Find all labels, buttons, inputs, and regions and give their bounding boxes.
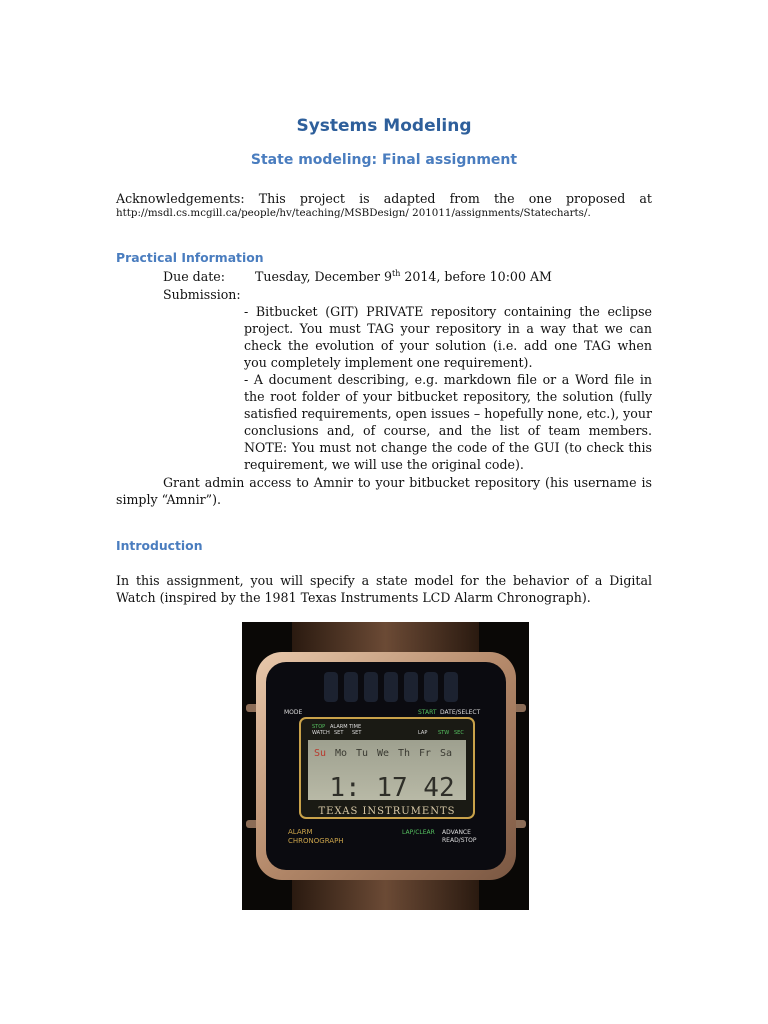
introduction-heading: Introduction bbox=[116, 538, 203, 553]
watch-watch-label: WATCH bbox=[312, 730, 330, 736]
document-subtitle: State modeling: Final assignment bbox=[250, 152, 518, 168]
watch-illustration bbox=[242, 622, 529, 910]
watch-alarm-time-label: ALARM TIME bbox=[330, 724, 362, 730]
introduction-text: In this assignment, you will specify a state model for the behavior of a Digital Watch (inspired by the 1981 Texas Instruments LCD Alarm Chronograph). bbox=[116, 573, 652, 605]
watch-chronograph-label: CHRONOGRAPH bbox=[288, 837, 344, 845]
watch-lapclear-label: LAP/CLEAR bbox=[402, 829, 435, 836]
watch-alarm-label: ALARM bbox=[288, 828, 313, 836]
watch-start-label: START bbox=[418, 709, 437, 716]
watch-day-mo: Mo bbox=[335, 748, 348, 759]
watch-speaker-grille bbox=[324, 672, 458, 702]
watch-time-display: 1: 17 42 bbox=[329, 773, 455, 803]
practical-information-heading: Practical Information bbox=[116, 250, 264, 265]
watch-readstop-label: READ/STOP bbox=[442, 837, 477, 844]
watch-stop-label: STOP bbox=[312, 724, 326, 730]
watch-day-tu: Tu bbox=[356, 748, 369, 759]
watch-mode-label: MODE bbox=[284, 709, 303, 716]
due-date-text: Tuesday, December 9 bbox=[255, 269, 392, 284]
due-date-value bbox=[255, 268, 552, 285]
submission-label: Submission: bbox=[163, 287, 241, 302]
due-date-ordinal: th bbox=[392, 268, 401, 278]
watch-brand: TEXAS INSTRUMENTS bbox=[318, 806, 456, 817]
watch-set2-label: SET bbox=[352, 730, 362, 736]
submission-item-document: - A document describing, e.g. markdown file or a Word file in the root folder of your bitbucket repository, the solution (fully satisfied requirements, open issues – hopefully none, etc.), your conclusions and, of course, and the list of team members. NOTE: You must not change the code of the GUI (to check this requirement, we will use the original code). bbox=[244, 372, 652, 472]
watch-set1-label: SET bbox=[334, 730, 344, 736]
watch-day-sa: Sa bbox=[440, 748, 453, 759]
document-title: Systems Modeling bbox=[296, 116, 472, 136]
acknowledgements-url[interactable]: http://msdl.cs.mcgill.ca/people/hv/teaching/MSBDesign/ 201011/assignments/Statecharts/. bbox=[116, 207, 591, 219]
watch-lap-label: LAP bbox=[418, 730, 428, 736]
watch-day-su: Su bbox=[314, 748, 327, 759]
watch-advance-label: ADVANCE bbox=[442, 829, 471, 836]
due-date-label: Due date: bbox=[163, 269, 225, 284]
watch-sec-label: SEC bbox=[454, 730, 464, 736]
watch-day-fr: Fr bbox=[419, 748, 432, 759]
due-date-rest: 2014, before 10:00 AM bbox=[400, 269, 552, 284]
watch-photo bbox=[242, 622, 529, 910]
submission-item-repository: - Bitbucket (GIT) PRIVATE repository containing the eclipse project. You must TAG your repository in a way that we can check the evolution of your solution (i.e. add one TAG when you completely implement one requirement). bbox=[244, 304, 652, 370]
watch-day-we: We bbox=[377, 748, 390, 759]
grant-access-text: Grant admin access to Amnir to your bitbucket repository (his username is simply “Amnir”). bbox=[116, 475, 652, 507]
watch-date-select-label: DATE/SELECT bbox=[440, 709, 481, 716]
watch-day-th: Th bbox=[398, 748, 411, 759]
watch-stw-label: STW bbox=[438, 730, 450, 736]
acknowledgements-text: Acknowledgements: This project is adapted from the one proposed at bbox=[116, 191, 652, 206]
